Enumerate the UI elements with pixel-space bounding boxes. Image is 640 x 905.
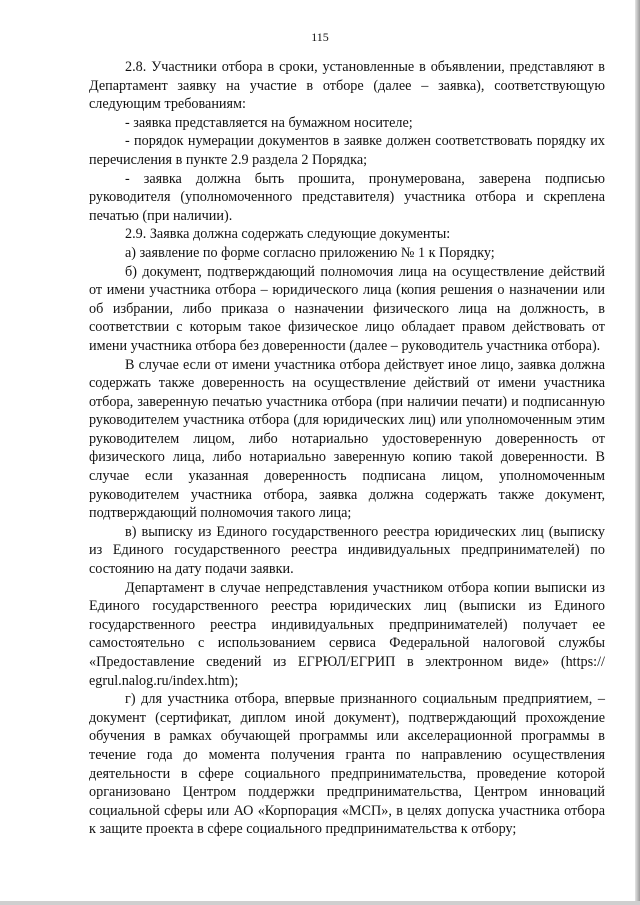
page-number: 115 bbox=[311, 30, 329, 44]
requirement-paper: - заявка представляется на бумажном носителе; bbox=[125, 114, 413, 131]
scan-edge-right bbox=[635, 0, 640, 905]
paragraph-2-9: 2.9. Заявка должна содержать следующие документы: bbox=[125, 226, 451, 243]
item-v: в) выписку из Единого государственного реестра юридических лиц (выписку из Единого государственного реестра индивидуальных предпринимателей) по состоянию на дату подачи заявки. bbox=[89, 523, 605, 578]
item-g: г) для участника отбора, впервые признанного социальным предприятием, – документ (сертификат, диплом иной документ), подтверждающий прохождение обучения в рамках обучающей программы или акселерационной программы в течение года до момента получения гранта по направлению осуществления деятельности в сфере социального предпринимательства, проведение которой организовано Центром поддержки предпринимательства, Центром инноваций социальной сферы или АО «Корпорация «МСП», в целях допуска участника отбора к защите проекта в сфере социального предпринимательства к отбору; bbox=[89, 691, 605, 838]
power-of-attorney-paragraph: В случае если от имени участника отбора действует иное лицо, заявка должна содержать также доверенность на осуществление действий от имени участника отбора, заверенную печатью участника отбора (при наличии печати) и подписанную руководителем участника отбора (для юридических лиц) или уполномоченным этим руководителем лицом, либо нотариально удостоверенную доверенность от физического лица, либо нотариально заверенную копию такой доверенности. В случае если указанная доверенность подписана лицом, уполномоченным руководителем участника отбора, заявка должна содержать также документ, подтверждающий полномочия такого лица; bbox=[89, 356, 605, 522]
department-extract-paragraph: Департамент в случае непредставления участником отбора копии выписки из Единого государственного реестра юридических лиц (выписки из Единого государственного реестра индивидуальных предпринимателей) получает ее самостоятельно с использованием сервиса Федеральной налоговой службы «Предоставление сведений из ЕГРЮЛ/ЕГРИП в электронном виде» (https:// egrul.nalog.ru/index.htm); bbox=[89, 579, 605, 689]
item-b: б) документ, подтверждающий полномочия лица на осуществление действий от имени участника отбора – юридического лица (копия решения о назначении или об избрании, либо приказа о назначении физического лица на должность, в соответствии с которым такое физическое лицо обладает правом действовать от имени участника отбора без доверенности (далее – руководитель участника отбора). bbox=[89, 263, 605, 354]
requirement-binding: - заявка должна быть прошита, пронумерована, заверена подписью руководителя (уполномоченного представителя) участника отбора и скреплена печатью (при наличии). bbox=[89, 170, 605, 224]
paragraph-2-8: 2.8. Участники отбора в сроки, установленные в объявлении, представляют в Департамент заявку на участие в отборе (далее – заявка), соответствующую следующим требованиям: bbox=[89, 59, 605, 113]
document-body bbox=[89, 58, 605, 839]
scan-edge-bottom bbox=[0, 901, 640, 905]
requirement-numbering: - порядок нумерации документов в заявке должен соответствовать порядку их перечисления в пункте 2.9 раздела 2 Порядка; bbox=[89, 133, 605, 168]
item-a: а) заявление по форме согласно приложению № 1 к Порядку; bbox=[125, 244, 495, 261]
